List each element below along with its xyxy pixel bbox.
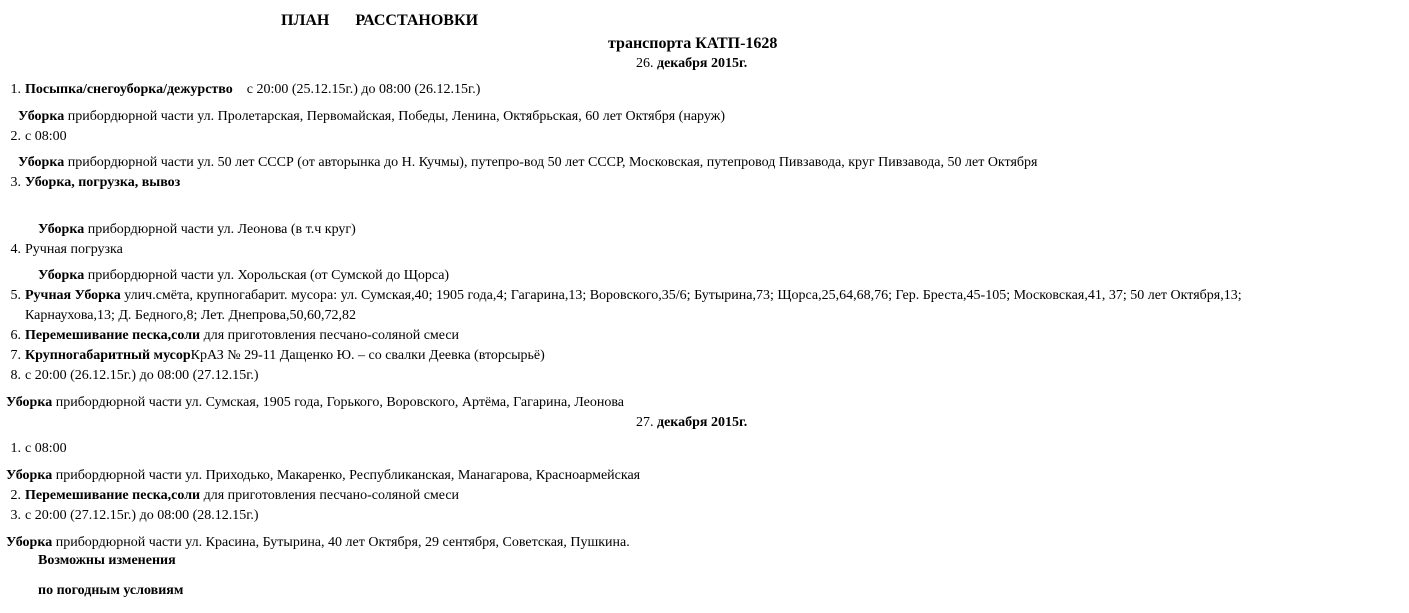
item-title: Крупногабаритный мусор xyxy=(25,348,191,363)
item-text: Карнаухова,13; Д. Бедного,8; Лет. Днепрова,50,60,72,82 xyxy=(25,308,356,323)
item-text: с 20:00 (26.12.15г.) до 08:00 (27.12.15г.) xyxy=(25,368,259,383)
item-title: Перемешивание песка,соли xyxy=(25,488,201,503)
list-item xyxy=(6,174,180,192)
item-number: 2. xyxy=(10,129,21,144)
item-text: улич.смёта, крупногабарит. мусора: ул. Сумская,40; 1905 года,4; Гагарина,13; Воровского,35/6; Бутырина,73; Щорса,25,64,68,76; Гер. Бреста,45-105; Московская,41, 37; 50 лет Октября,13; xyxy=(124,288,1242,303)
date-number: 27. xyxy=(636,415,654,430)
list-item-detail xyxy=(18,108,725,126)
item-title: Уборка, погрузка, вывоз xyxy=(25,175,181,190)
list-item-detail xyxy=(6,467,640,485)
item-title: Уборка xyxy=(18,109,65,124)
list-item xyxy=(6,507,259,525)
item-number: 3. xyxy=(10,175,21,190)
item-text: прибордюрной части ул. 50 лет СССР (от авторынка до Н. Кучмы), путепро-вод 50 лет СССР, Московская, путепровод Пивзавода, круг Пивзавода, 50 лет Октября xyxy=(67,155,1038,170)
footer-note-text: Возможны изменения xyxy=(38,553,176,568)
item-number: 4. xyxy=(10,242,21,257)
list-item-continuation xyxy=(25,307,356,325)
date-number: 26. xyxy=(636,56,654,71)
item-text: прибордюрной части ул. Приходько, Макаренко, Республиканская, Манагарова, Красноармейская xyxy=(55,468,641,483)
page-title xyxy=(281,12,478,30)
item-title: Уборка xyxy=(38,268,85,283)
item-title: Ручная Уборка xyxy=(25,288,121,303)
footer-note-text: по погодным условиям xyxy=(38,583,184,598)
item-number: 5. xyxy=(10,288,21,303)
list-item xyxy=(6,327,459,345)
list-item xyxy=(6,440,67,458)
item-number: 8. xyxy=(10,368,21,383)
item-text: с 08:00 xyxy=(25,441,67,456)
list-item xyxy=(6,81,480,99)
item-text: прибордюрной части ул. Леонова (в т.ч круг) xyxy=(87,222,356,237)
footer-note-changes xyxy=(38,552,176,570)
list-item-detail xyxy=(38,221,356,239)
item-number: 7. xyxy=(10,348,21,363)
item-text: с 20:00 (27.12.15г.) до 08:00 (28.12.15г.) xyxy=(25,508,259,523)
list-item xyxy=(6,487,459,505)
item-text: с 20:00 (25.12.15г.) до 08:00 (26.12.15г.) xyxy=(246,82,481,97)
item-title: Уборка xyxy=(38,222,85,237)
item-number: 6. xyxy=(10,328,21,343)
date-heading-day1 xyxy=(636,55,747,73)
list-item xyxy=(6,128,67,146)
item-text: для приготовления песчано-соляной смеси xyxy=(203,328,460,343)
item-text: для приготовления песчано-соляной смеси xyxy=(203,488,460,503)
item-title: Уборка xyxy=(6,395,53,410)
item-title: Перемешивание песка,соли xyxy=(25,328,201,343)
item-text: прибордюрной части ул. Хорольская (от Сумской до Щорса) xyxy=(87,268,450,283)
item-text: прибордюрной части ул. Сумская, 1905 года, Горького, Воровского, Артёма, Гагарина, Леонова xyxy=(55,395,624,410)
item-text: прибордюрной части ул. Красина, Бутырина, 40 лет Октября, 29 сентября, Советская, Пушкина. xyxy=(55,535,630,550)
list-item xyxy=(6,287,1242,305)
item-title: Посыпка/снегоуборка/дежурство xyxy=(25,82,233,97)
title-word-rasstanovki: РАССТАНОВКИ xyxy=(355,12,479,29)
list-item-detail xyxy=(18,154,1037,172)
item-text: КрАЗ № 29-11 Дащенко Ю. – со свалки Деевка (вторсырьё) xyxy=(190,348,545,363)
list-item-detail xyxy=(38,267,449,285)
page-subtitle: транспорта КАТП-1628 xyxy=(608,35,778,52)
list-item-detail xyxy=(6,394,624,412)
list-item xyxy=(6,347,545,365)
item-number: 2. xyxy=(10,488,21,503)
list-item-detail xyxy=(6,534,630,552)
item-text: Ручная погрузка xyxy=(25,242,123,257)
list-item xyxy=(6,367,259,385)
date-month-year: декабря 2015г. xyxy=(657,415,748,430)
item-number: 1. xyxy=(10,441,21,456)
footer-note-weather xyxy=(38,582,183,600)
date-month-year: декабря 2015г. xyxy=(657,56,748,71)
list-item xyxy=(6,241,123,259)
item-title: Уборка xyxy=(6,468,53,483)
item-title: Уборка xyxy=(6,535,53,550)
date-heading-day2 xyxy=(636,414,747,432)
item-text: с 08:00 xyxy=(25,129,67,144)
item-number: 1. xyxy=(10,82,21,97)
item-number: 3. xyxy=(10,508,21,523)
item-title: Уборка xyxy=(18,155,65,170)
item-text: прибордюрной части ул. Пролетарская, Первомайская, Победы, Ленина, Октябрьская, 60 лет Октября (наруж) xyxy=(67,109,726,124)
title-word-plan: ПЛАН xyxy=(281,12,330,29)
